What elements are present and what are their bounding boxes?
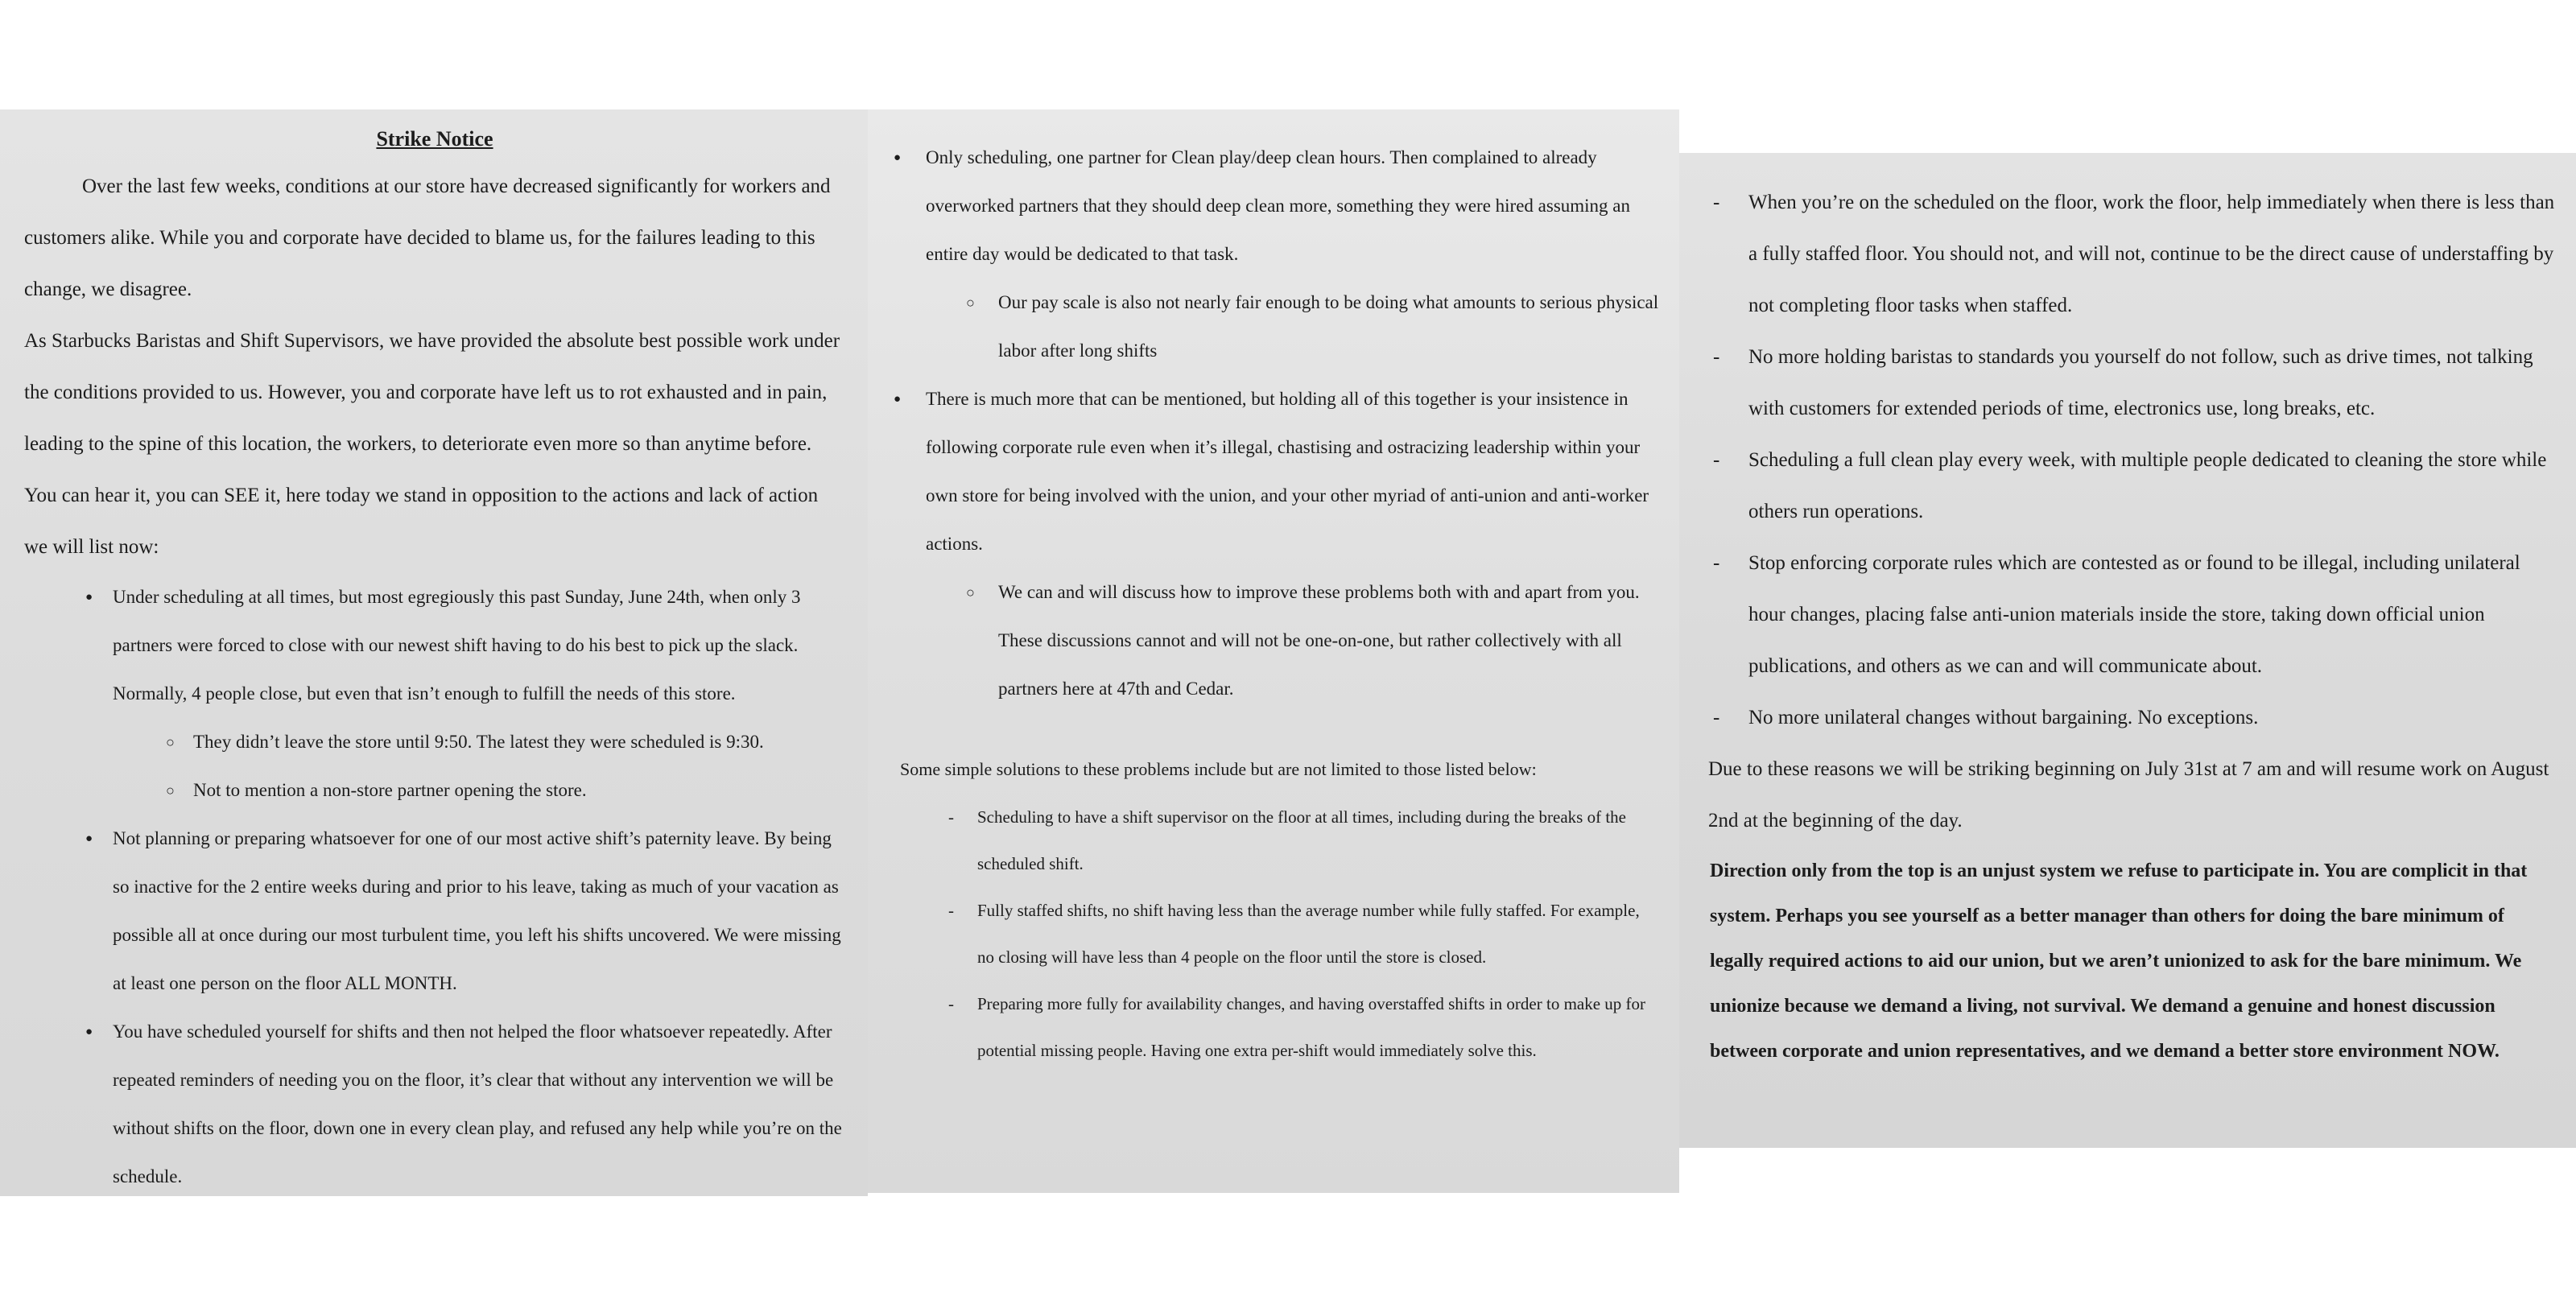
solution-item: - Scheduling a full clean play every week, with multiple people dedicated to cleaning the store while others run operations. bbox=[1699, 435, 2557, 538]
statement-paragraph: As Starbucks Baristas and Shift Supervisors, we have provided the absolute best possible work under the conditions provided to us. However, you and corporate have left us to rot exhausted and in pain, leading to the spine of this location, the workers, to deteriorate even more so than anytime before. You can hear it, you can SEE it, here today we stand in opposition to the actions and lack of action we will list now: bbox=[24, 330, 840, 558]
solution-item: - No more unilateral changes without bargaining. No exceptions. bbox=[1699, 692, 2557, 744]
grievance-item: ● Only scheduling, one partner for Clean play/deep clean hours. Then complained to already overworked partners that they should deep clean more, something they were hired assuming an entire day would be dedicated to that task. bbox=[889, 134, 1660, 279]
solutions-intro: Some simple solutions to these problems include but are not limited to those listed below: bbox=[900, 759, 1537, 779]
grievance-item: ● Under scheduling at all times, but most egregiously this past Sunday, June 24th, when only 3 partners were forced to close with our newest shift having to do his best to pick up the slack. Normally, 4 people close, but even that isn’t enough to fulfill the needs of this store. bbox=[24, 573, 845, 718]
strike-notice-page-2 bbox=[868, 109, 1679, 1193]
solution-item: - No more holding baristas to standards you yourself do not follow, such as drive times, not talking with customers for extended periods of time, electronics use, long breaks, etc. bbox=[1699, 332, 2557, 435]
solution-item: - Stop enforcing corporate rules which are contested as or found to be illegal, including unilateral hour changes, placing false anti-union materials inside the store, taking down official union publications, and others as we can and will communicate about. bbox=[1699, 538, 2557, 692]
solution-item: - When you’re on the scheduled on the floor, work the floor, help immediately when there is less than a fully staffed floor. You should not, and will not, continue to be the direct cause of understaffing by not completing floor tasks when staffed. bbox=[1699, 177, 2557, 332]
solution-item: - Fully staffed shifts, no shift having less than the average number while fully staffed. For example, no closing will have less than 4 people on the floor until the store is closed. bbox=[889, 887, 1660, 980]
grievance-subitem: ○ They didn’t leave the store until 9:50. The latest they were scheduled is 9:30. bbox=[24, 718, 845, 766]
grievance-subitem: ○ Our pay scale is also not nearly fair enough to be doing what amounts to serious physical labor after long shifts bbox=[889, 279, 1660, 375]
intro-paragraph: Over the last few weeks, conditions at our store have decreased significantly for workers and customers alike. While you and corporate have decided to blame us, for the failures leading to this change, we disagree. bbox=[24, 175, 831, 300]
solution-item: - Preparing more fully for availability changes, and having overstaffed shifts in order to make up for potential missing people. Having one extra per-shift would immediately solve this. bbox=[889, 980, 1660, 1074]
grievance-list bbox=[24, 573, 845, 1201]
grievance-subitem: ○ Not to mention a non-store partner opening the store. bbox=[24, 766, 845, 815]
grievance-subitem: ○ We can and will discuss how to improve these problems both with and apart from you. These discussions cannot and will not be one-on-one, but rather collectively with all partners here at 47th and Cedar. bbox=[889, 568, 1660, 713]
grievance-item: ● There is much more that can be mentioned, but holding all of this together is your insistence in following corporate rule even when it’s illegal, chastising and ostracizing leadership within your own store for being involved with the union, and your other myriad of anti-union and anti-worker actions. bbox=[889, 375, 1660, 568]
grievance-item: ● Not planning or preparing whatsoever for one of our most active shift’s paternity leave. By being so inactive for the 2 entire weeks during and prior to his leave, taking as much of your vacation as possible all at once during our most turbulent time, you left his shifts uncovered. We were missing at least one person on the floor ALL MONTH. bbox=[24, 815, 845, 1008]
solutions-list bbox=[889, 794, 1660, 1074]
strike-notice-page-3 bbox=[1679, 153, 2576, 1148]
closing-statement: Direction only from the top is an unjust system we refuse to participate in. You are complicit in that system. Perhaps you see yourself as a better manager than others for doing the bare minimum of legally required actions to aid our union, but we aren’t unionized to ask for the bare minimum. We unionize because we demand a living, not survival. We demand a genuine and honest discussion between corporate and union representatives, and we demand a better store environment NOW. bbox=[1710, 860, 2528, 1062]
solutions-list-continued bbox=[1699, 177, 2557, 744]
document-title: Strike Notice bbox=[376, 127, 493, 151]
grievance-list-continued bbox=[889, 134, 1660, 713]
solution-item: - Scheduling to have a shift supervisor on the floor at all times, including during the breaks of the scheduled shift. bbox=[889, 794, 1660, 887]
strike-notice-page-1 bbox=[0, 109, 868, 1196]
grievance-item: ● You have scheduled yourself for shifts and then not helped the floor whatsoever repeatedly. After repeated reminders of needing you on the floor, it’s clear that without any intervention we will be without shifts on the floor, down one in every clean play, and refused any help while you’re on the schedule. bbox=[24, 1008, 845, 1201]
strike-dates-paragraph: Due to these reasons we will be striking beginning on July 31st at 7 am and will resume work on August 2nd at the beginning of the day. bbox=[1708, 758, 2549, 832]
